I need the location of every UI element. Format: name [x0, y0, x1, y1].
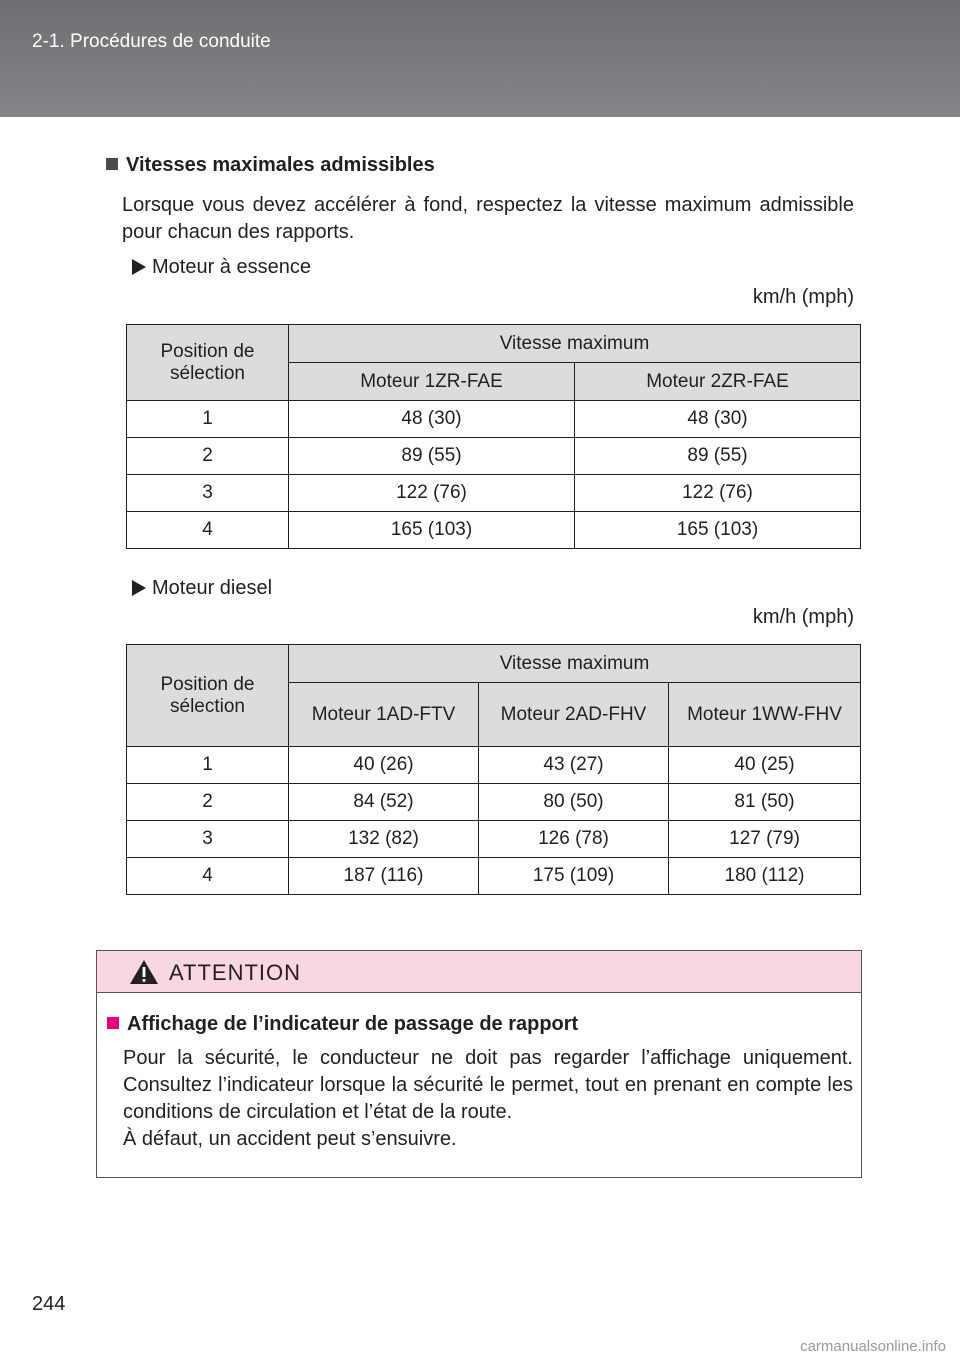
attention-text: À défaut, un accident peut s’ensuivre.: [123, 1128, 457, 1150]
section-title: 2-1. Procédures de conduite: [32, 31, 271, 52]
speed-cell: 81 (50): [669, 784, 861, 821]
table-row: [127, 747, 861, 784]
gear-cell: 3: [127, 821, 289, 858]
page-header: [0, 0, 960, 117]
col-speed-header: Vitesse maximum: [289, 645, 861, 683]
table-row: [127, 821, 861, 858]
speed-cell: 89 (55): [289, 438, 575, 475]
attention-box: [96, 950, 862, 1178]
col-position-header: Position de sélection: [127, 645, 289, 747]
gear-cell: 1: [127, 747, 289, 784]
attention-text: Pour la sécurité, le conducteur ne doit pas regarder l’affichage uniquement. Consultez l’indicateur lorsque la sécurité le permet, tout en prenant en compte les conditions de circulation et l’état de la route.: [123, 1047, 853, 1123]
engine-header: Moteur 1WW-FHV: [669, 683, 861, 747]
engine-header: Moteur 2ZR-FAE: [575, 363, 861, 401]
speed-cell: 48 (30): [575, 401, 861, 438]
attention-label: ATTENTION: [169, 960, 302, 985]
intro-paragraph: Lorsque vous devez accélérer à fond, respectez la vitesse maximum admissible pour chacun des rapports.: [122, 194, 854, 243]
speed-cell: 127 (79): [669, 821, 861, 858]
watermark: carmanualsonline.info: [800, 1338, 946, 1355]
gear-cell: 3: [127, 475, 289, 512]
square-bullet-icon: [106, 158, 118, 170]
diesel-speed-table: [126, 644, 861, 895]
diesel-subheading: Moteur diesel: [132, 577, 272, 600]
table-row: [127, 512, 861, 549]
table-row: [127, 784, 861, 821]
speed-cell: 48 (30): [289, 401, 575, 438]
col-speed-header: Vitesse maximum: [289, 325, 861, 363]
speed-cell: 180 (112): [669, 858, 861, 895]
gear-cell: 1: [127, 401, 289, 438]
attention-body: [123, 1045, 853, 1153]
petrol-speed-table: [126, 324, 861, 549]
table-row: [127, 401, 861, 438]
speed-cell: 89 (55): [575, 438, 861, 475]
table-row: [127, 858, 861, 895]
page-number: 244: [32, 1293, 66, 1315]
speed-cell: 122 (76): [575, 475, 861, 512]
speed-cell: 165 (103): [289, 512, 575, 549]
gear-cell: 4: [127, 512, 289, 549]
diesel-unit: km/h (mph): [752, 606, 854, 628]
speed-cell: 132 (82): [289, 821, 479, 858]
speed-cell: 40 (25): [669, 747, 861, 784]
attention-header: [97, 951, 861, 993]
speed-cell: 84 (52): [289, 784, 479, 821]
speed-cell: 122 (76): [289, 475, 575, 512]
gear-cell: 2: [127, 438, 289, 475]
petrol-unit: km/h (mph): [752, 286, 854, 308]
square-bullet-icon: [107, 1017, 119, 1029]
gear-cell: 4: [127, 858, 289, 895]
engine-header: Moteur 2AD-FHV: [479, 683, 669, 747]
warning-triangle-icon: [129, 959, 159, 985]
triangle-bullet-icon: [132, 580, 146, 596]
attention-title: Affichage de l’indicateur de passage de rapport: [107, 1013, 578, 1036]
petrol-subheading: Moteur à essence: [132, 256, 311, 279]
triangle-bullet-icon: [132, 259, 146, 275]
engine-header: Moteur 1AD-FTV: [289, 683, 479, 747]
speed-cell: 40 (26): [289, 747, 479, 784]
speed-cell: 43 (27): [479, 747, 669, 784]
speed-cell: 126 (78): [479, 821, 669, 858]
engine-header: Moteur 1ZR-FAE: [289, 363, 575, 401]
col-position-header: Position de sélection: [127, 325, 289, 401]
speed-cell: 80 (50): [479, 784, 669, 821]
table-row: [127, 438, 861, 475]
gear-cell: 2: [127, 784, 289, 821]
table-row: [127, 475, 861, 512]
speed-cell: 175 (109): [479, 858, 669, 895]
page-title: Vitesses maximales admissibles: [106, 154, 435, 177]
speed-cell: 165 (103): [575, 512, 861, 549]
speed-cell: 187 (116): [289, 858, 479, 895]
